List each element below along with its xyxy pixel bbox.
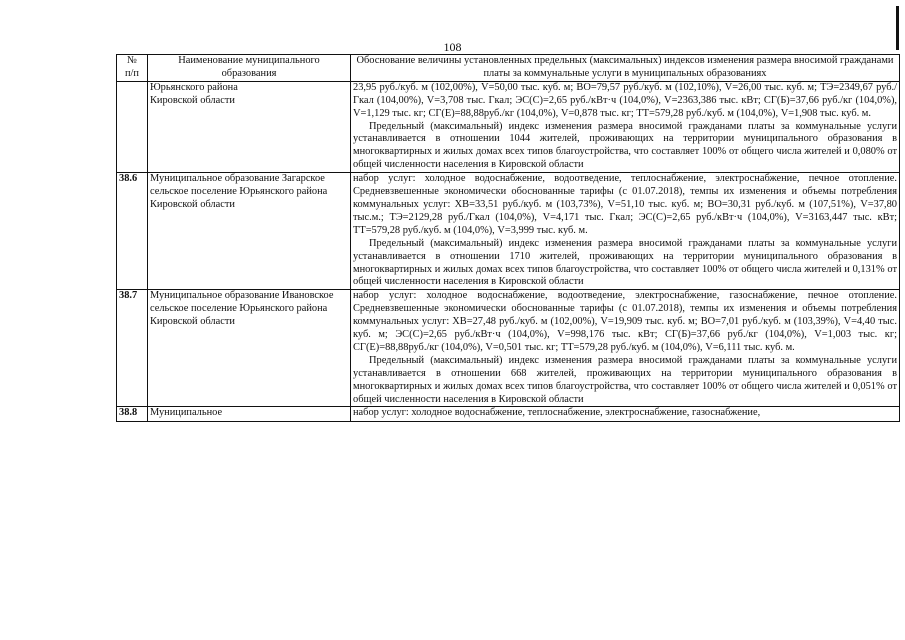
services-paragraph: набор услуг: холодное водоснабжение, водоотведение, электроснабжение, газоснабжение, печное отопление. Средневзвешенные экономически обоснованные тарифы (с 01.07.2018), темпы их изменения и объемы потребления коммунальных услуг: ХВ=27,48 руб./куб. м (102,00%), V=19,909 тыс. куб. м; ВО=7,01 руб./куб. м (103,39%), V=4,40 тыс. куб. м; ЭС(С)=2,65 руб./кВт·ч (104,0%), V=998,176 тыс. кВт; СГ(Б)=37,66 руб./кг (104,0%), V=1,003 тыс. кг; СГ(Е)=88,88руб./кг (104,0%), V=0,501 тыс. кг; ТТ=579,28 руб./куб. м (104,0%), V=6,111 тыс. куб. м. [353, 290, 897, 353]
services-paragraph: набор услуг: холодное водоснабжение, водоотведение, теплоснабжение, электроснабжение, печное отопление. Средневзвешенные экономически обоснованные тарифы (с 01.07.2018), темпы их изменения и объемы потребления коммунальных услуг: ХВ=33,51 руб./куб. м (103,73%), V=51,10 тыс. куб. м; ВО=30,31 руб./куб. м (107,51%), V=37,80 тыс.м.; ТЭ=2129,28 руб./Гкал (104,0%), V=4,171 тыс. Гкал; ЭС(С)=2,65 руб./кВт·ч (104,0%), V=3163,447 тыс. кВт; ТТ=579,28 руб./куб. м (104,0%), V=3,999 тыс. куб. м. [353, 173, 897, 236]
index-paragraph: Предельный (максимальный) индекс изменения размера вносимой гражданами платы за коммунальные услуги устанавливается в отношении 1710 жителей, проживающих на территории муниципального образования в многоквартирных и жилых домах всех типов благоустройства, что составляет 100% от общего числа жителей и 0,131% от общей численности населения в Кировской области [353, 237, 897, 288]
row-number [117, 81, 148, 172]
index-paragraph: Предельный (максимальный) индекс изменения размера вносимой гражданами платы за коммунальные услуги устанавливается в отношении 668 жителей, проживающих на территории муниципального образования в многоквартирных и жилых домах всех типов благоустройства, что составляет 100% от общего числа жителей и 0,051% от общей численности населения в Кировской области [353, 354, 897, 405]
row-number: 38.8 [117, 407, 148, 422]
header-number: № п/п [117, 55, 148, 82]
row-municipality: Муниципальное образование Ивановское сельское поселение Юрьянского района Кировской области [148, 290, 351, 407]
row-municipality: Муниципальное образование Загарское сельское поселение Юрьянского района Кировской области [148, 173, 351, 290]
table-header-row [117, 55, 900, 82]
table-row [117, 290, 900, 407]
row-number: 38.7 [117, 290, 148, 407]
table-row [117, 173, 900, 290]
row-justification [351, 290, 900, 407]
row-municipality: Юрьянского района Кировской области [148, 81, 351, 172]
table-row [117, 81, 900, 172]
row-number: 38.6 [117, 173, 148, 290]
table-row [117, 407, 900, 422]
header-justification: Обоснование величины установленных предельных (максимальных) индексов изменения размера вносимой гражданами платы за коммунальные услуги в муниципальных образованиях [351, 55, 900, 82]
services-paragraph: 23,95 руб./куб. м (102,00%), V=50,00 тыс. куб. м; ВО=79,57 руб./куб. м (102,10%), V=26,00 тыс. куб. м; ТЭ=2349,67 руб./Гкал (104,00%), V=3,708 тыс. Гкал; ЭС(С)=2,65 руб./кВт·ч (104,0%), V=2363,386 тыс. кВт; СГ(Б)=37,66 руб./кг (104,0%), V=1,129 тыс. кг; СГ(Е)=88,88руб./кг (104,0%), V=0,878 тыс. кг; ТТ=579,28 руб./куб. м (104,0%), V=1,908 тыс. куб. м. [353, 81, 897, 119]
row-justification [351, 173, 900, 290]
row-justification [351, 81, 900, 172]
tariff-index-table [116, 54, 900, 422]
row-justification [351, 407, 900, 422]
page-number: 108 [443, 40, 462, 54]
index-paragraph: Предельный (максимальный) индекс изменения размера вносимой гражданами платы за коммунальные услуги устанавливается в отношении 1044 жителей, проживающих на территории муниципального образования в многоквартирных и жилых домах всех типов благоустройства, что составляет 100% от общего числа жителей и 0,080% от общей численности населения в Кировской области [353, 120, 897, 171]
row-municipality: Муниципальное [148, 407, 351, 422]
header-municipality: Наименование муниципального образования [148, 55, 351, 82]
services-paragraph: набор услуг: холодное водоснабжение, теплоснабжение, электроснабжение, газоснабжение, [353, 407, 761, 419]
